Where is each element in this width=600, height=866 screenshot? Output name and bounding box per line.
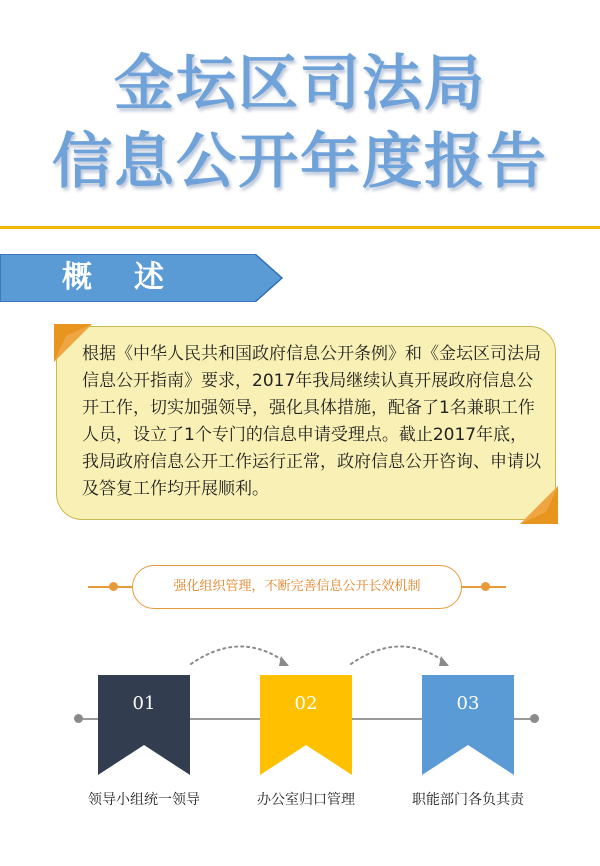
step-ribbon-2 — [260, 675, 352, 775]
corner-fold-bottom-right-icon — [518, 484, 558, 524]
flow-arrow-1-icon — [185, 636, 295, 672]
step-number-3: 03 — [456, 693, 480, 714]
step-label-3: 职能部门各负其责 — [412, 792, 524, 808]
flow-arrow-2-icon — [345, 636, 455, 672]
step-number-1: 01 — [132, 693, 156, 714]
timeline-dot-start — [74, 714, 83, 723]
timeline-dot-end — [530, 714, 539, 723]
mechanism-heading-pill — [132, 565, 462, 609]
step-ribbon-3 — [422, 675, 514, 775]
section-banner — [0, 254, 285, 302]
pill-dot-right — [481, 582, 490, 591]
step-ribbon-1 — [98, 675, 190, 775]
summary-box — [56, 326, 556, 520]
section-title: 概述 — [62, 260, 206, 295]
step-number-2: 02 — [294, 693, 318, 714]
step-label-1: 领导小组统一领导 — [88, 792, 200, 808]
pill-dot-left — [109, 582, 118, 591]
mechanism-heading: 强化组织管理，不断完善信息公开长效机制 — [173, 579, 421, 594]
title-line-1: 金坛区司法局 — [114, 49, 486, 119]
summary-text: 根据《中华人民共和国政府信息公开条例》和《金坛区司法局信息公开指南》要求，2017年我局继续认真开展政府信息公开工作，切实加强领导，强化具体措施，配备了1名兼职工作人员，设立了1个专门的信息申请受理点。截止2017年底，我局政府信息公开工作运行正常，政府信息公开咨询、申请以及答复工作均开展顺利。 — [82, 344, 541, 499]
step-label-2: 办公室归口管理 — [257, 792, 355, 808]
corner-fold-top-left-icon — [54, 324, 94, 364]
title-line-2: 信息公开年度报告 — [52, 127, 548, 197]
title-divider — [0, 226, 600, 229]
